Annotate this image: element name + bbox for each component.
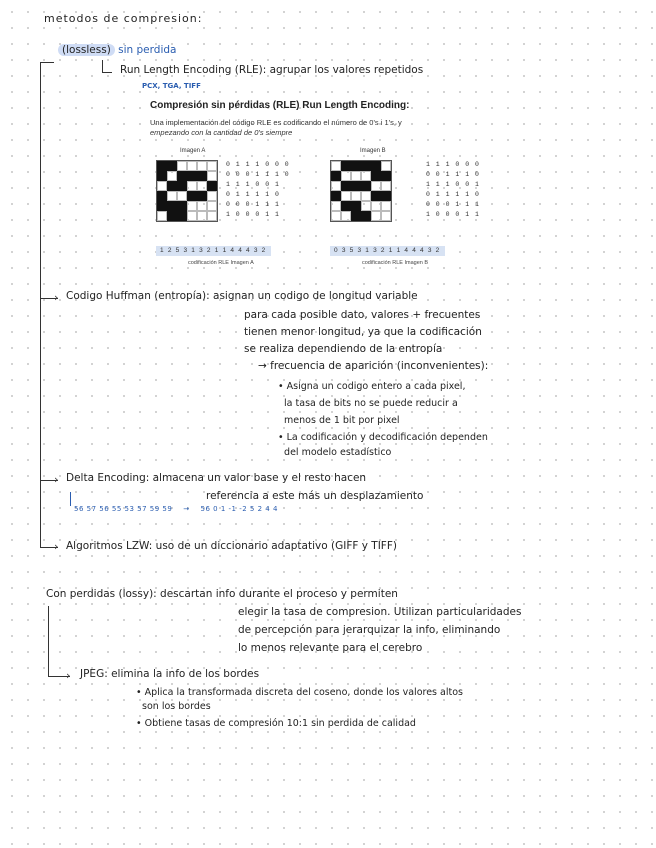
grid-cell [177,181,187,191]
grid-cell [197,161,207,171]
figure-subtitle-2: empezando con la cantidad de 0's siempre [150,128,293,137]
lzw-line: Algoritmos LZW: uso de un diccionario adaptativo (GIFF y TIFF) [66,540,397,552]
image-a-code: 1 2 5 3 1 3 2 1 1 4 4 4 3 2 [156,246,271,256]
image-a-bits [226,160,290,220]
grid-cell [341,211,351,221]
grid-cell [351,211,361,221]
grid-cell [207,191,217,201]
huffman-line-2: para cada posible dato, valores + frecuentes [244,309,481,321]
huffman-bullet-1: • Asigna un codigo entero a cada pixel, la tasa de bits no se puede reducir a menos de 1 bit por pixel [278,381,466,426]
grid-cell [207,171,217,181]
grid-cell [157,181,167,191]
delta-example-left: 56 57 56 55 53 57 59 59 [74,505,173,513]
rle-line: Run Length Encoding (RLE): agrupar los valores repetidos [120,64,424,76]
delta-example [74,505,278,513]
figure-subtitle-1: Una implementación del código RLE es codificando el número de 0's i 1's, y [150,118,402,127]
huffman-line-4: se realiza dependiendo de la entropía [244,343,443,355]
grid-cell [177,211,187,221]
grid-cell [351,191,361,201]
grid-cell [371,211,381,221]
grid-cell [371,191,381,201]
grid-cell [157,191,167,201]
bit-row: 0 0 0 1 1 1 [426,201,480,208]
grid-cell [381,211,391,221]
grid-cell [177,201,187,211]
grid-cell [351,201,361,211]
lossless-bracket-top [40,62,54,63]
grid-cell [197,211,207,221]
lossless-tag-label: sin perdida [118,44,177,56]
grid-cell [361,161,371,171]
grid-cell [341,181,351,191]
grid-cell [351,171,361,181]
lossless-header [58,44,176,56]
grid-cell [167,201,177,211]
grid-cell [157,161,167,171]
lossy-line-4: lo menos relevante para el cerebro [238,642,423,654]
huffman-freq-line: → frecuencia de aparición (inconvenientes): [258,360,489,372]
grid-cell [371,201,381,211]
grid-cell [341,201,351,211]
bit-row: 0 1 1 1 1 0 [426,191,480,198]
grid-cell [157,171,167,181]
delta-example-connector [70,492,71,506]
grid-cell [187,181,197,191]
grid-cell [331,181,341,191]
grid-cell [341,161,351,171]
delta-example-right: 56 0 1 -1 -2 5 2 4 4 [200,505,278,513]
lzw-arrow-icon: › [54,540,59,553]
image-b-label: Imagen B [360,148,386,154]
grid-cell [371,181,381,191]
grid-cell [207,161,217,171]
grid-cell [197,181,207,191]
grid-cell [381,191,391,201]
rle-formats: PCX, TGA, TIFF [142,82,201,90]
figure-title: Compresión sin pérdidas (RLE) Run Length Encoding: [150,100,410,111]
grid-cell [331,191,341,201]
grid-cell [341,171,351,181]
grid-cell [207,201,217,211]
huffman-line-3: tienen menor longitud, ya que la codificación [244,326,482,338]
lossy-line-2: elegir la tasa de compresion. Utilizan particularidades [238,606,522,618]
delta-arrow-icon: › [54,473,59,486]
bit-row: 0 1 1 1 0 0 0 [226,161,290,168]
grid-cell [177,191,187,201]
huffman-line-1: Codigo Huffman (entropía): asignan un codigo de longitud variable [66,290,418,302]
grid-cell [197,191,207,201]
grid-cell [207,211,217,221]
grid-cell [351,161,361,171]
bit-row: 1 1 1 0 0 1 [226,181,280,188]
grid-cell [177,171,187,181]
grid-cell [187,191,197,201]
bit-row: 0 0 0 1 1 1 0 [226,171,290,178]
bit-row: 1 0 0 0 1 1 [426,211,480,218]
lossy-line-3: de percepción para jerarquizar la info, eliminando [238,624,501,636]
huffman-bullet-2: • La codificación y decodificación dependen del modelo estadístico [278,432,488,458]
grid-cell [197,171,207,181]
grid-cell [167,211,177,221]
grid-cell [381,171,391,181]
grid-cell [361,181,371,191]
jpeg-line: JPEG: elimina la info de los bordes [80,668,260,680]
grid-cell [381,201,391,211]
bit-row: 1 0 0 0 1 1 [226,211,280,218]
grid-cell [187,201,197,211]
image-b-grid [330,160,392,222]
rle-connector [102,60,103,72]
lossy-bracket [48,606,49,676]
lossy-line-1: Con perdidas (lossy): descartan info durante el proceso y permiten [46,588,398,600]
grid-cell [351,181,361,191]
lossless-tag: (lossless) [58,44,115,56]
bit-row: 0 0 1 1 1 0 [426,171,480,178]
image-b-bits [426,160,480,220]
bit-row: 1 1 1 0 0 0 [426,161,480,168]
grid-cell [381,181,391,191]
grid-cell [381,161,391,171]
huffman-arrow-icon: › [54,291,59,304]
bit-row: 1 1 1 0 0 1 [426,181,480,188]
grid-cell [341,191,351,201]
image-a-grid [156,160,218,222]
grid-cell [331,171,341,181]
grid-cell [167,191,177,201]
image-a-label: Imagen A [180,148,206,154]
grid-cell [167,161,177,171]
image-b-code: 0 3 5 3 1 3 2 1 1 4 4 4 3 2 [330,246,445,256]
grid-cell [361,171,371,181]
bit-row: 0 1 1 1 1 0 [226,191,280,198]
grid-cell [177,161,187,171]
grid-cell [187,161,197,171]
image-b-code-caption: codificación RLE Imagen B [362,260,429,266]
delta-example-arrow: → [183,505,190,513]
grid-cell [187,211,197,221]
grid-cell [331,201,341,211]
grid-cell [331,211,341,221]
jpeg-bullet-1: • Aplica la transformada discreta del coseno, donde los valores altos son los bordes [136,687,463,712]
jpeg-bullet-2: • Obtiene tasas de compresión 10:1 sin perdida de calidad [136,718,416,729]
grid-cell [371,161,381,171]
image-a-code-caption: codificación RLE Imagen A [188,260,254,266]
grid-cell [361,191,371,201]
bit-row: 0 0 0 1 1 1 [226,201,280,208]
rle-connector-h [102,72,112,73]
grid-cell [167,171,177,181]
grid-cell [157,201,167,211]
grid-cell [207,181,217,191]
grid-cell [361,201,371,211]
delta-line-1: Delta Encoding: almacena un valor base y el resto hacen [66,472,367,484]
grid-cell [197,201,207,211]
grid-cell [167,181,177,191]
grid-cell [157,211,167,221]
jpeg-arrow-icon: › [66,669,71,682]
lossless-bracket [40,62,41,547]
page-title: metodos de compresion: [44,12,203,25]
grid-cell [371,171,381,181]
delta-line-2: referencia a este más un desplazamiento [206,490,424,502]
rle-figure [150,100,510,270]
grid-cell [187,171,197,181]
grid-cell [361,211,371,221]
grid-cell [331,161,341,171]
